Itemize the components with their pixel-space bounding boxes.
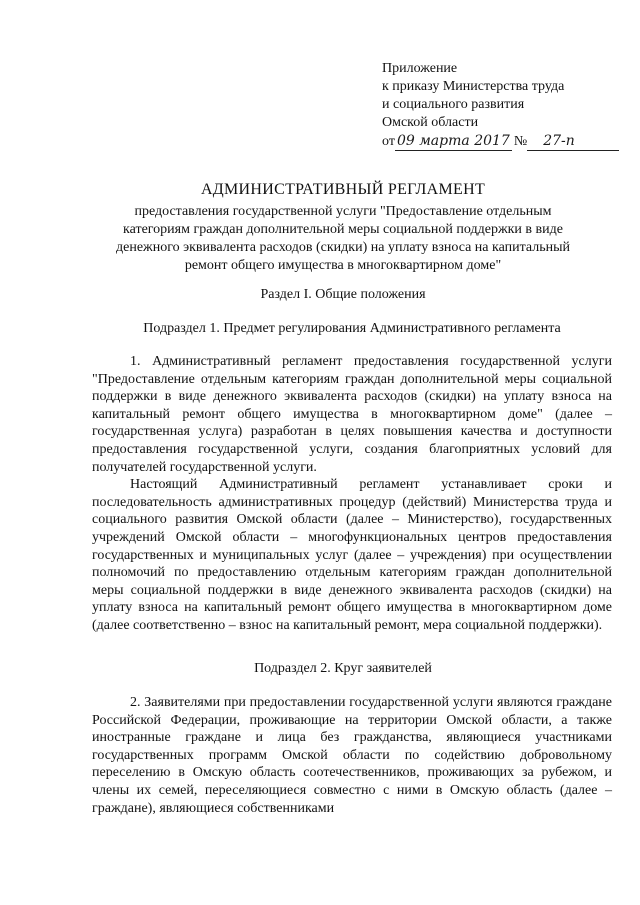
title-block xyxy=(80,180,606,275)
paragraph-1: 1. Административный регламент предоставления государственной услуги "Предоставление отдельным категориям граждан дополнительной меры социальной поддержки в виде денежного эквивалента расходов (скидки) на уплату взноса на капитальный ремонт общего имущества в многоквартирном доме" (далее – государственная услуга) разработан в целях повышения качества и доступности предоставления государственной услуги, создания благоприятных условий для получателей государственной услуги. xyxy=(92,354,612,475)
appendix-block xyxy=(382,60,619,151)
paragraph-3: 2. Заявителями при предоставлении государственной услуги являются граждане Российской Федерации, проживающие на территории Омской области, а также иностранные граждане и лица без гражданства, являющиеся участниками государственных программ Омской области по содействию добровольному переселению в Омскую область соотечественников, проживающих за рубежом, и члены их семей, переселяющиеся совместно с ними в Омскую область (далее – граждане), являющиеся собственниками xyxy=(92,695,612,816)
body-paragraphs-group-2 xyxy=(92,694,612,817)
subtitle-line: предоставления государственной услуги "Предоставление отдельным xyxy=(134,204,552,219)
appendix-line: и социального развития xyxy=(382,97,525,112)
number-prefix: № xyxy=(513,134,528,149)
document-subtitle xyxy=(80,203,606,275)
subsection-2-heading: Подраздел 2. Круг заявителей xyxy=(254,661,432,676)
paragraph-2: Настоящий Административный регламент устанавливает сроки и последовательность административных процедур (действий) Министерства труда и социального развития Омской области (далее – Министерство), государственных учреждений Омской области – многофункциональных центров предоставления государственных и муниципальных услуг (далее – учреждения) при осуществлении полномочий по предоставлению отдельным категориям граждан дополнительной меры социальной поддержки в виде денежного эквивалента расходов (скидки) на уплату взноса на капитальный ремонт общего имущества в многоквартирном доме (далее соответственно – взнос на капитальный ремонт, мера социальной поддержки). xyxy=(92,477,612,633)
appendix-line: Омской области xyxy=(382,115,479,130)
handwritten-date: 09 марта 2017 xyxy=(396,133,510,149)
document-title: АДМИНИСТРАТИВНЫЙ РЕГЛАМЕНТ xyxy=(200,181,486,198)
order-date-line xyxy=(382,132,619,151)
appendix-line: Приложение xyxy=(382,61,458,76)
subtitle-line: денежного эквивалента расходов (скидки) на уплату взноса на капитальный xyxy=(115,240,570,255)
subtitle-line: ремонт общего имущества в многоквартирном доме" xyxy=(184,258,502,273)
body-paragraphs-group-1 xyxy=(92,353,612,635)
section-heading: Раздел I. Общие положения xyxy=(260,287,426,302)
subsection-1-heading: Подраздел 1. Предмет регулирования Административного регламента xyxy=(143,321,561,336)
date-prefix: от xyxy=(382,134,395,149)
handwritten-order-number: 27-п xyxy=(527,132,619,151)
appendix-line: к приказу Министерства труда xyxy=(382,79,565,94)
subtitle-line: категориям граждан дополнительной меры социальной поддержки в виде xyxy=(123,222,563,237)
